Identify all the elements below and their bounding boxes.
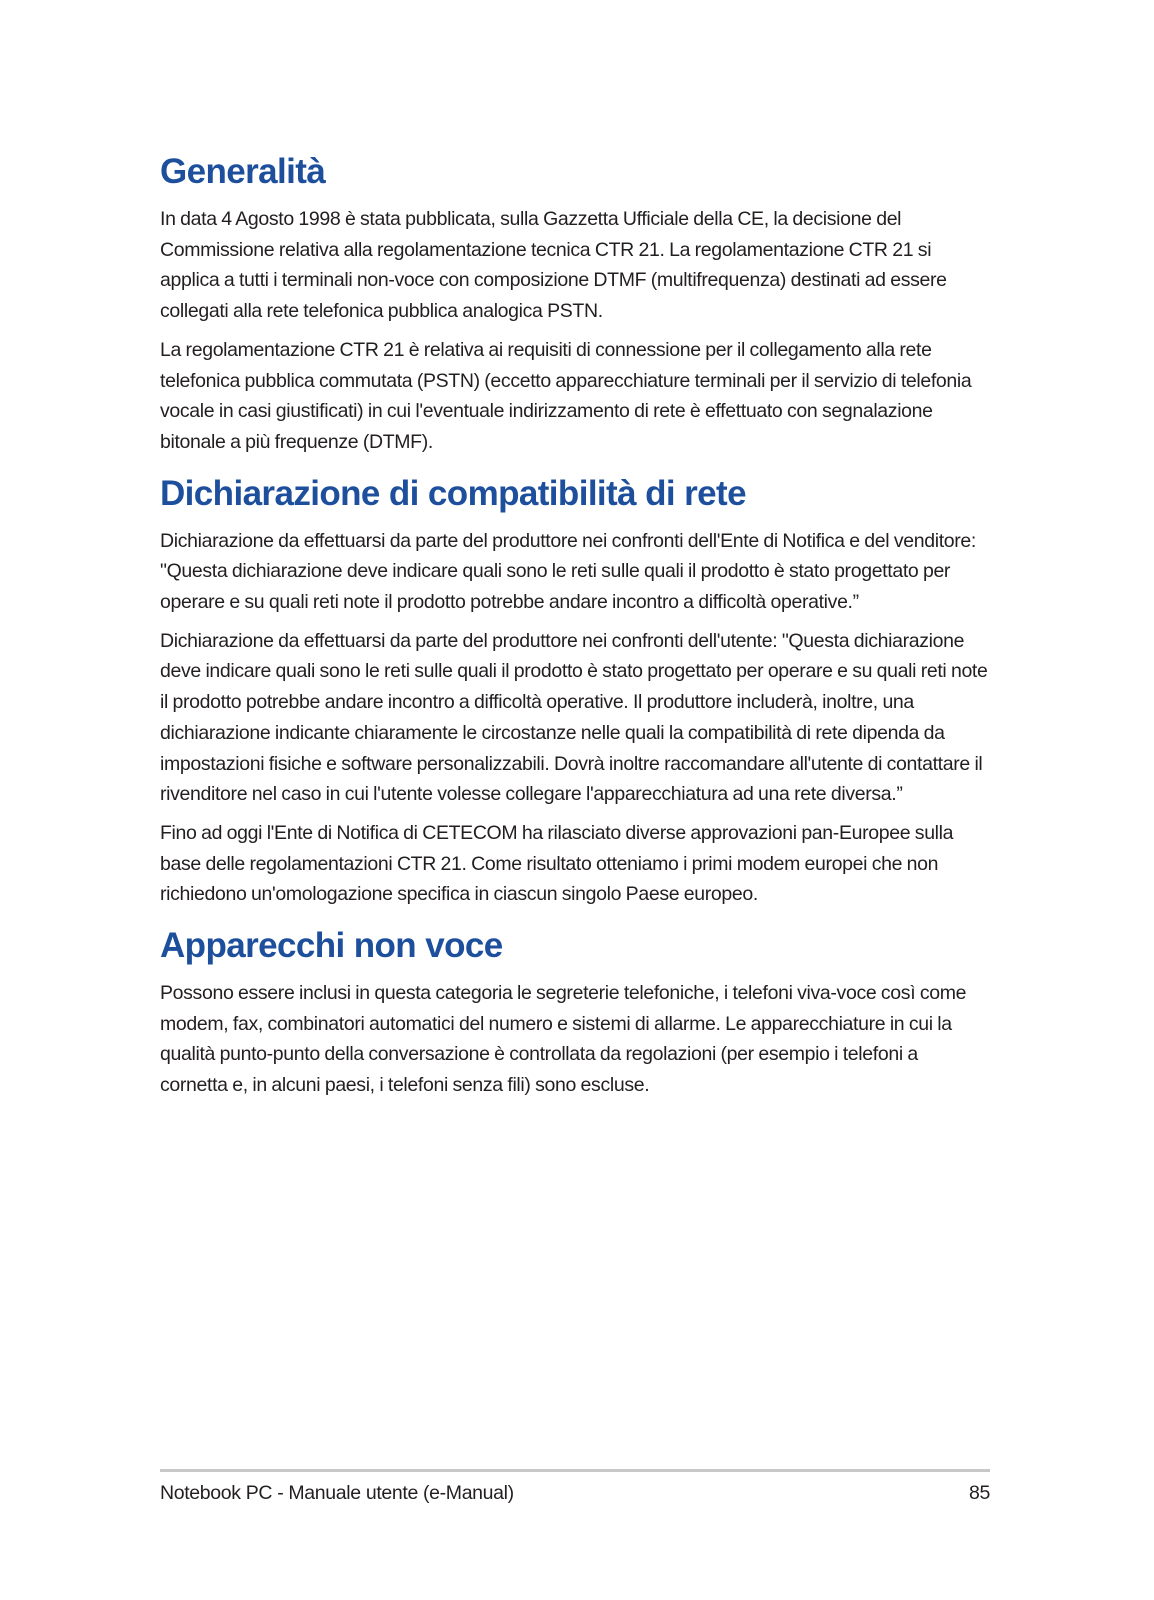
section-compatibilita-rete [160, 472, 990, 910]
manual-title: Notebook PC - Manuale utente (e-Manual) [160, 1482, 514, 1504]
page-content [160, 150, 990, 1109]
paragraph: In data 4 Agosto 1998 è stata pubblicata, sulla Gazzetta Ufficiale della CE, la decisione del Commissione relativa alla regolamentazione tecnica CTR 21. La regolamentazione CTR 21 si applica a tutti i terminali non-voce con composizione DTMF (multifrequenza) destinati ad essere collegati alla rete telefonica pubblica analogica PSTN. [160, 208, 947, 323]
page-footer [160, 1469, 990, 1505]
section-generalita [160, 150, 990, 458]
paragraph: Possono essere inclusi in questa categoria le segreterie telefoniche, i telefoni viva-voce così come modem, fax, combinatori automatici del numero e sistemi di allarme. Le apparecchiature in cui la qualità punto-punto della conversazione è controllata da regolazioni (per esempio i telefoni a cornetta e, in alcuni paesi, i telefoni senza fili) sono escluse. [160, 982, 967, 1097]
paragraph: La regolamentazione CTR 21 è relativa ai requisiti di connessione per il collegamento alla rete telefonica pubblica commutata (PSTN) (eccetto apparecchiature terminali per il servizio di telefonia vocale in casi giustificati) in cui l'eventuale indirizzamento di rete è effettuato con segnalazione bitonale a più frequenze (DTMF). [160, 338, 972, 453]
section-heading: Dichiarazione di compatibilità di rete [160, 473, 746, 513]
section-apparecchi-non-voce [160, 924, 990, 1101]
section-heading: Generalità [160, 152, 326, 191]
paragraph: Fino ad oggi l'Ente di Notifica di CETECOM ha rilasciato diverse approvazioni pan-Europee sulla base delle regolamentazioni CTR 21. Come risultato otteniamo i primi modem europei che non richiedono un'omologazione specifica in ciascun singolo Paese europeo. [160, 821, 954, 906]
page-number: 85 [969, 1482, 990, 1504]
paragraph: Dichiarazione da effettuarsi da parte del produttore nei confronti dell'utente: "Questa dichiarazione deve indicare quali sono le reti sulle quali il prodotto è stato progettato per operare e su quali reti note il prodotto potrebbe andare incontro a difficoltà operative. Il produttore includerà, inoltre, una dichiarazione indicante chiaramente le circostanze nelle quali la compatibilità di rete dipenda da impostazioni fisiche e software personalizzabili. Dovrà inoltre raccomandare all'utente di contattare il rivenditore nel caso in cui l'utente volesse collegare l'apparecchiatura ad una rete diversa.” [160, 629, 988, 806]
section-heading: Apparecchi non voce [160, 926, 503, 966]
paragraph: Dichiarazione da effettuarsi da parte del produttore nei confronti dell'Ente di Notifica e del venditore: "Questa dichiarazione deve indicare quali sono le reti sulle quali il prodotto è stato progettato per operare e su quali reti note il prodotto potrebbe andare incontro a difficoltà operative.” [160, 529, 976, 614]
